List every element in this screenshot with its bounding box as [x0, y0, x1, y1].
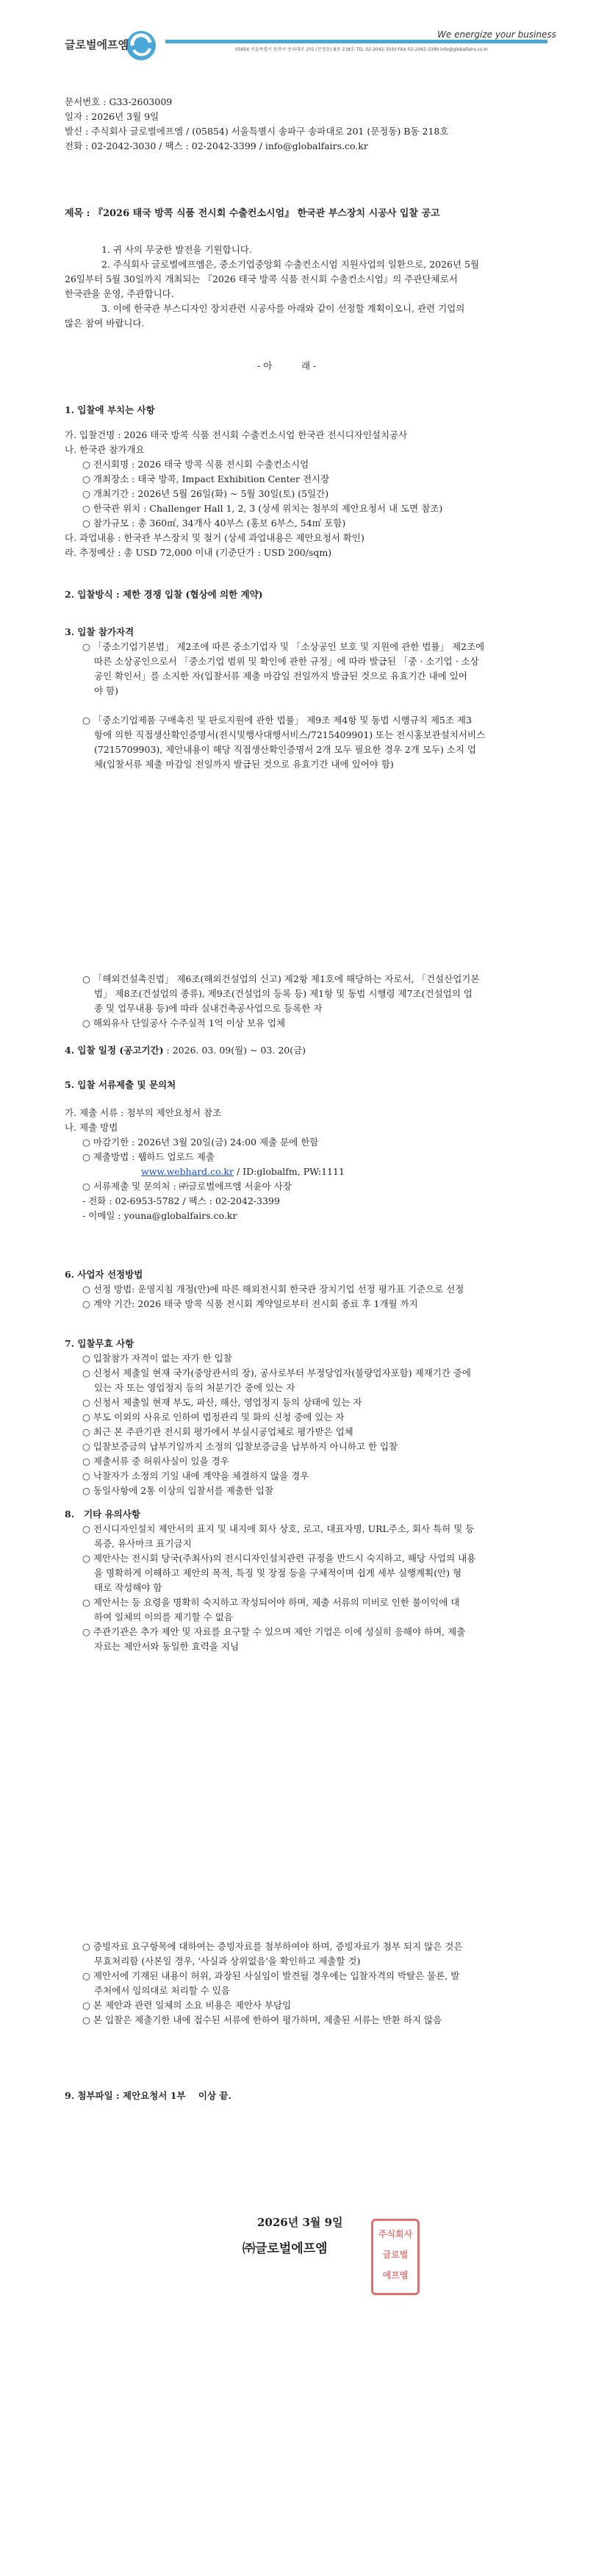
s1-d: 라. 추정예산 : 총 USD 72,000 이내 (기준단가 : USD 200/sqm) [65, 547, 332, 558]
list-item: ○ 부도 이외의 사유로 인하여 법정관리 및 화의 신청 중에 있는 자 [82, 1412, 345, 1423]
s1-b: 나. 한국관 참가개요 [65, 444, 145, 455]
list-item: ○ 한국관 위치 : Challenger Hall 1, 2, 3 (상세 위치는 첨부의 제안요청서 내 도면 참조) [82, 503, 443, 514]
doc-contact: 전화 : 02-2042-3030 / 팩스 : 02-2042-3399 / info@globalfairs.co.kr [65, 140, 368, 151]
section-6 [65, 1267, 564, 1312]
list-item: ○ 입찰참가 자격이 없는 자가 한 입찰 [82, 1353, 232, 1364]
contact-phone: - 전화 : 02-6953-5782 / 팩스 : 02-2042-3399 [82, 1195, 280, 1206]
list-item: ○ 제출서류 중 허위사실이 있을 경우 [82, 1456, 229, 1467]
webhard-credentials: / ID:globalfm, PW:1111 [233, 1166, 345, 1177]
list-item: ○ 제안사는 전시회 당국(주최사)의 전시디자인설치관련 규정을 반드시 숙지하고, 해당 사업의 내용 을 명확하게 이해하고 제안의 목적, 특징 및 장점 등을 구체적이며 쉽게 세부 실행계획(안) 형 태로 작성해야 함 [82, 1553, 476, 1593]
list-item: ○ 제출방법 : 웹하드 업로드 제출 [82, 1151, 215, 1162]
doc-date: 일자 : 2026년 3월 9일 [65, 111, 159, 122]
list-item: ○ 주관기관은 추가 제안 및 자료를 요구할 수 있으며 제안 기업은 이에 성실히 응해야 하며, 제출 자료는 제안서와 동일한 효력을 지님 [82, 1626, 466, 1652]
section-7 [65, 1337, 564, 1498]
section-4 [65, 1044, 306, 1057]
section-heading: 8. 기타 유의사항 [65, 1509, 140, 1520]
list-item: ○ 동일사항에 2통 이상의 입찰서를 제출한 입찰 [82, 1485, 274, 1496]
section-3-cont [82, 972, 553, 1031]
seal-line: 주식회사 [378, 2229, 413, 2239]
section-9-heading: 9. 첨부파일 : 제안요청서 1부 이상 끝. [65, 2090, 231, 2101]
list-item: ○ 계약 기간: 2026 태국 방콕 식품 전시회 계약일로부터 전시회 종료 후 1개월 까지 [82, 1298, 418, 1309]
schedule-value: : 2026. 03. 09(월) ~ 03. 20(금) [163, 1045, 306, 1056]
doc-number: 문서번호 : G33-2603009 [65, 96, 173, 107]
section-heading: 7. 입찰무효 사항 [65, 1338, 134, 1349]
intro-line: 26일부터 5월 30일까지 개최되는 『2026 태국 방콕 식품 전시회 수출컨소시엄』의 주관단체로서 [65, 273, 458, 285]
list-item: ○ 개최장소 : 태국 방콕, Impact Exhibition Center 전시장 [82, 473, 330, 484]
list-item: ○ 신청서 제출일 현재 부도, 파산, 해산, 영업정지 등의 상태에 있는 자 [82, 1397, 362, 1408]
page-title: 제목 : 『2026 태국 방콕 식품 전시회 수출컨소시엄』 한국관 부스장치 시공사 입찰 공고 [65, 208, 440, 219]
logo-text: 글로벌에프엠 [65, 38, 129, 51]
list-item: ○ 「중소기업기본법」 제2조에 따른 중소기업자 및 「소상공인 보호 및 지원에 관한 법률」 제2조에 따른 소상공인으로서 「중소기업 범위 및 확인에 관한 규정」에 따라 발급된 「중 · 소기업 · 소상 공인 확인서」를 소지한 자(입찰서류 제출 마감일 전일까지 발급된 것으로 유효기간 내에 있어 야 함) [82, 641, 485, 696]
webhard-link[interactable]: www.webhard.co.kr [141, 1166, 234, 1177]
list-item: ○ 제안서에 기재된 내용이 허위, 과장된 사실임이 발견될 경우에는 입찰자격의 박탈은 물론, 발 주처에서 임의대로 처리할 수 있음 [82, 1970, 460, 1996]
list-item: ○ 증빙자료 요구항목에 대하여는 증빙자료를 첨부하여야 하며, 증빙자료가 첨부 되지 않은 것은 무효처리함 (사본일 경우, '사실과 상위없음'을 확인하고 제출할 것) [82, 1941, 463, 1967]
doc-meta [65, 96, 448, 153]
list-item: ○ 신청서 제출일 현재 국가(중앙관서의 장), 공사로부터 부정당업자(불량업자포함) 제재기간 중에 [82, 1367, 472, 1378]
s5-a: 가. 제출 서류 : 첨부의 제안요청서 참조 [65, 1107, 222, 1118]
list-item: ○ 본 제안과 관련 일체의 소요 비용은 제안사 부담임 [82, 2000, 292, 2011]
list-item: ○ 제안서는 등 요령을 명확히 숙지하고 작성되어야 하며, 제출 서류의 미비로 인한 불이익에 대 하여 일체의 이의를 제기할 수 없음 [82, 1597, 460, 1622]
header-rule [165, 40, 547, 43]
footer-date: 2026년 3월 9일 [257, 2216, 343, 2229]
intro-line: 3. 이에 한국관 부스디자인 장치관련 시공사를 아래와 같이 선정할 계획이오니, 관련 기업의 [101, 303, 465, 314]
list-item: ○ 전시회명 : 2026 태국 방콕 식품 전시회 수출컨소시엄 [82, 459, 309, 470]
section-3 [65, 625, 550, 772]
s1-c: 다. 과업내용 : 한국관 부스장치 및 철거 (상세 과업내용은 제안요청서 확인) [65, 532, 364, 543]
header-address: 05854 서울특별시 송파구 송파대로 201 (문정동) B동 218호 TEL 02-2042-3030 FAX 02-2042-3399 info@globalfairs.co.kr [235, 47, 489, 52]
company-seal [371, 2219, 420, 2295]
letterhead [0, 29, 607, 66]
footer-company: ㈜글로벌에프엠 [243, 2242, 328, 2256]
section-1 [65, 403, 550, 560]
list-item: ○ 개최기간 : 2026년 5월 26일(화) ~ 5월 30일(토) (5일간) [82, 488, 329, 499]
section-8-cont [82, 1939, 567, 2028]
section-2-heading: 2. 입찰방식 : 제한 경쟁 입찰 (협상에 의한 계약) [65, 589, 263, 600]
center-label: - 아 래 - [257, 360, 317, 371]
list-item: ○ 마감기한 : 2026년 3월 20일(금) 24:00 제출 분에 한함 [82, 1137, 319, 1148]
seal-line: 글로벌 [382, 2250, 409, 2260]
list-item: ○ 본 입찰은 제출기한 내에 접수된 서류에 한하여 평가하며, 제출된 서류는 반환 하지 않음 [82, 2014, 442, 2025]
section-heading: 3. 입찰 참가자격 [65, 626, 134, 637]
doc-sender: 발신 : 주식회사 글로벌에프엠 / (05854) 서울특별시 송파구 송파대로 201 (문정동) B동 218호 [65, 126, 449, 137]
section-heading: 6. 사업자 선정방법 [65, 1269, 143, 1280]
section-8 [65, 1507, 564, 1654]
list-item: ○ 낙찰자가 소정의 기일 내에 계약을 체결하지 않을 경우 [82, 1470, 309, 1481]
list-item: ○ 「중소기업제품 구매촉진 및 판로지원에 관한 법률」 제9조 제4항 및 동법 시행규칙 제5조 제3 항에 의한 직접생산확인증명서(전시및행사대행서비스/7215409901) 또는 전시홍보관설치서비스 (7215709903), 제안내용이 해당 직접생산확인증명서 2개 모두 필요한 경우 2개 모두) 소지 업 체(입찰서류 제출 마감일 전일까지 발급된 것으로 유효기간 내에 있어야 함) [82, 715, 486, 770]
list-item: ○ 서류제출 및 문의처 : ㈜글로벌에프엠 서윤아 사장 [82, 1181, 292, 1192]
intro-line: 2. 주식회사 글로벌에프엠은, 중소기업중앙회 수출컨소시엄 지원사업의 일환으로, 2026년 5월 [101, 259, 480, 270]
list-item-cont: 있는 자 또는 영업정지 등의 처분기간 중에 있는 자 [94, 1382, 295, 1393]
intro-line: 많은 참여 바랍니다. [65, 318, 145, 329]
section-5 [65, 1078, 550, 1223]
list-item: ○ 최근 본 주관기관 전시회 평가에서 부실시공업체로 평가받은 업체 [82, 1426, 353, 1437]
contact-email: - 이메일 : youna@globalfairs.co.kr [82, 1210, 237, 1221]
section-heading: 4. 입찰 일정 (공고기간) [65, 1045, 164, 1056]
intro-line: 1. 귀 사의 무궁한 발전을 기원합니다. [101, 244, 252, 255]
tagline: We energize your business [437, 29, 556, 40]
list-item: ○ 「해외건설촉진법」 제6조(해외건설업의 신고) 제2항 제1호에 해당하는 자로서, 「건설산업기본 법」 제8조(건설업의 종류), 제9조(건설업의 등록 등) 제1항 및 동법 시행령 제7조(건설업의 업 종 및 업무내용 등)에 따라 실내건축공사업으로 등록한 자 [82, 973, 480, 1014]
section-heading: 1. 입찰에 부치는 사항 [65, 404, 155, 415]
list-item: ○ 참가규모 : 총 360㎡, 34개사 40부스 (홍보 6부스, 54㎡ 포함) [82, 518, 346, 529]
section-heading: 5. 입찰 서류제출 및 문의처 [65, 1079, 176, 1090]
list-item: ○ 해외유사 단일공사 수주실적 1억 이상 보유 업체 [82, 1017, 286, 1028]
logo-mark-icon [125, 29, 157, 62]
s5-b: 나. 제출 방법 [65, 1122, 118, 1133]
seal-line: 에프엠 [382, 2270, 409, 2280]
list-item: ○ 선정 방법: 운영지침 개정(안)에 따른 해외전시회 한국관 장치기업 선정 평가표 기준으로 선정 [82, 1284, 464, 1295]
s1-a: 가. 입찰건명 : 2026 태국 방콕 식품 전시회 수출컨소시엄 한국관 전시디자인설치공사 [65, 429, 408, 440]
list-item: ○ 전시디자인설치 제안서의 표지 및 내지에 회사 상호, 로고, 대표자명, URL주소, 회사 특허 및 등 록증, 유사마크 표기금지 [82, 1523, 475, 1549]
list-item: ○ 입찰보증금의 납부기일까지 소정의 입찰보증금을 납부하지 아니하고 한 입찰 [82, 1441, 398, 1452]
intro-line: 한국관을 운영, 주관합니다. [65, 288, 174, 299]
intro [65, 243, 542, 331]
